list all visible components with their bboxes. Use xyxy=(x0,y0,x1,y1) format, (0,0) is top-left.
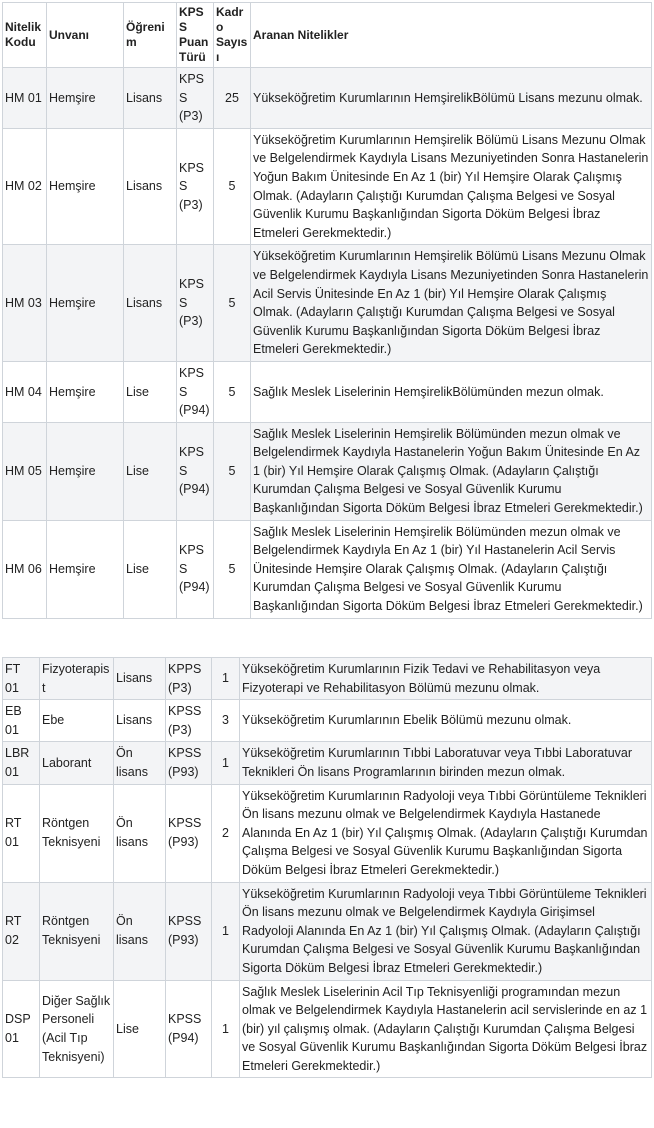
table-row xyxy=(3,520,652,618)
table-row xyxy=(3,68,652,129)
header-kpss-score-type: KPSS Puan Türü xyxy=(177,3,214,68)
kpss-score-type-cell: KPSS (P3) xyxy=(166,700,212,742)
kpss-score-type-cell: KPPS (P3) xyxy=(166,658,212,700)
requirements-cell: Yükseköğretim Kurumlarının Fizik Tedavi ve Rehabilitasyon veya Fizyoterapi ve Rehabilitasyon Bölümü mezunu olmak. xyxy=(240,658,652,700)
position-count-cell: 5 xyxy=(214,422,251,520)
table-header xyxy=(3,3,652,68)
kpss-score-type-cell: KPSS (P94) xyxy=(177,520,214,618)
title-cell: Hemşire xyxy=(47,520,124,618)
table-row xyxy=(3,245,652,362)
position-count-cell: 1 xyxy=(212,980,240,1078)
requirements-cell: Yükseköğretim Kurumlarının Hemşirelik Bölümü Lisans Mezunu Olmak ve Belgelendirmek Kaydıyla Lisans Mezuniyetinden Sonra Hastanelerin Acil Servis Ünitesinde En Az 1 (bir) Yıl Hemşire Olarak Çalışmış Olmak. (Adayların Çalıştığı Kurumdan Çalışma Belgesi ve Sosyal Güvenlik Kurumu Başkanlığından Sigorta Döküm Belgesi İbraz Etmeleri Gerekmektedir.) xyxy=(251,245,652,362)
requirements-cell: Yükseköğretim Kurumlarının HemşirelikBölümü Lisans mezunu olmak. xyxy=(251,68,652,129)
requirements-cell: Yükseköğretim Kurumlarının Radyoloji veya Tıbbi Görüntüleme Teknikleri Ön lisans mezunu olmak ve Belgelendirmek Kaydıyla Girişimsel Radyoloji Alanında En Az 1 (bir) Yıl Çalışmış Olmak. (Adayların Çalıştığı Kurumdan Çalışma Belgesi ve Sosyal Güvenlik Kurumu Başkanlığından Sigorta Döküm Belgesi İbraz Etmeleri Gerekmektedir.) xyxy=(240,882,652,980)
position-table-1 xyxy=(2,2,652,619)
education-cell: Lise xyxy=(124,520,177,618)
qualification-code-cell: RT 01 xyxy=(3,784,40,882)
position-table-2 xyxy=(2,657,652,1128)
kpss-score-type-cell: KPSS (P94) xyxy=(177,361,214,422)
education-cell: Lise xyxy=(114,980,166,1078)
position-count-cell: 5 xyxy=(214,361,251,422)
position-count-cell: 1 xyxy=(212,658,240,700)
table-row xyxy=(3,742,652,784)
position-count-cell: 3 xyxy=(212,700,240,742)
education-cell: Lisans xyxy=(124,68,177,129)
qualification-code-cell: HM 04 xyxy=(3,361,47,422)
education-cell: Lise xyxy=(124,422,177,520)
title-cell: Diğer Sağlık Personeli (Acil Tıp Teknisyeni) xyxy=(40,980,114,1078)
position-count-cell: 2 xyxy=(212,784,240,882)
qualification-code-cell: HM 06 xyxy=(3,520,47,618)
qualification-code-cell: HM 05 xyxy=(3,422,47,520)
header-education: Öğrenim xyxy=(124,3,177,68)
table-row xyxy=(3,784,652,882)
qualification-code-cell: FT 01 xyxy=(3,658,40,700)
education-cell: Ön lisans xyxy=(114,742,166,784)
qualification-code-cell: EB 01 xyxy=(3,700,40,742)
kpss-score-type-cell: KPSS (P3) xyxy=(177,128,214,245)
requirements-cell: Yükseköğretim Kurumlarının Hemşirelik Bölümü Lisans Mezunu Olmak ve Belgelendirmek Kaydıyla Lisans Mezuniyetinden Sonra Hastanelerin Yoğun Bakım Ünitesinde En Az 1 (bir) Yıl Hemşire Olarak Çalışmış Olmak. (Adayların Çalıştığı Kurumdan Çalışma Belgesi ve Sosyal Güvenlik Kurumu Başkanlığından Sigorta Döküm Belgesi İbraz Etmeleri Gerekmektedir.) xyxy=(251,128,652,245)
position-count-cell: 1 xyxy=(212,742,240,784)
header-position-count: Kadro Sayısı xyxy=(214,3,251,68)
requirements-cell: Sağlık Meslek Liselerinin Hemşirelik Bölümünden mezun olmak ve Belgelendirmek Kaydıyla En Az 1 (bir) Yıl Hastanelerin Acil Servis Ünitesinde Hemşire Olarak Çalışmış Olmak. (Adayların Çalıştığı Kurumdan Çalışma Belgesi ve Sosyal Güvenlik Kurumu Başkanlığından Sigorta Döküm Belgesi İbraz Etmeleri Gerekmektedir.) xyxy=(251,520,652,618)
kpss-score-type-cell: KPSS (P93) xyxy=(166,882,212,980)
title-cell: Hemşire xyxy=(47,68,124,129)
kpss-score-type-cell: KPSS (P93) xyxy=(166,784,212,882)
title-cell: Hemşire xyxy=(47,361,124,422)
title-cell: Hemşire xyxy=(47,422,124,520)
title-cell: Hemşire xyxy=(47,128,124,245)
table-row xyxy=(3,422,652,520)
kpss-score-type-cell: KPSS (P93) xyxy=(166,742,212,784)
position-count-cell: 5 xyxy=(214,520,251,618)
requirements-cell: Sağlık Meslek Liselerinin Acil Tıp Teknisyenliği programından mezun olmak ve Belgelendirmek Kaydıyla Hastanelerin acil servislerinde en az 1 (bir) yıl çalışmış olmak. (Adayların Çalıştığı Kurumdan Çalışma Belgesi ve Sosyal Güvenlik Kurumu Başkanlığından Sigorta Döküm Belgesi İbraz Etmeleri Gerekmektedir.) xyxy=(240,980,652,1078)
table-row xyxy=(3,882,652,980)
position-count-cell: 5 xyxy=(214,245,251,362)
position-count-cell: 1 xyxy=(212,882,240,980)
title-cell: Röntgen Teknisyeni xyxy=(40,784,114,882)
kpss-score-type-cell: KPSS (P94) xyxy=(166,980,212,1078)
table-row xyxy=(3,128,652,245)
qualification-code-cell: HM 01 xyxy=(3,68,47,129)
title-cell: Fizyoterapist xyxy=(40,658,114,700)
table-row xyxy=(3,700,652,742)
table-row xyxy=(3,658,652,700)
kpss-score-type-cell: KPSS (P94) xyxy=(177,422,214,520)
qualification-code-cell: HM 02 xyxy=(3,128,47,245)
header-title: Unvanı xyxy=(47,3,124,68)
requirements-cell: Yükseköğretim Kurumlarının Tıbbi Laboratuvar veya Tıbbi Laboratuvar Teknikleri Ön lisans Programlarının birinden mezun olmak. xyxy=(240,742,652,784)
header-qualification-code: Nitelik Kodu xyxy=(3,3,47,68)
section-gap xyxy=(0,626,654,657)
education-cell: Lisans xyxy=(114,658,166,700)
qualification-code-cell: RT 02 xyxy=(3,882,40,980)
education-cell: Lisans xyxy=(114,700,166,742)
kpss-score-type-cell: KPSS (P3) xyxy=(177,245,214,362)
title-cell: Hemşire xyxy=(47,245,124,362)
table-row xyxy=(3,980,652,1078)
requirements-cell: Yükseköğretim Kurumlarının Radyoloji veya Tıbbi Görüntüleme Teknikleri Ön lisans mezunu olmak ve Belgelendirmek Kaydıyla Hastanede Alanında En Az 1 (bir) Yıl Çalışmış Olmak. (Adayların Çalıştığı Kurumdan Çalışma Belgesi ve Sosyal Güvenlik Kurumu Başkanlığından Sigorta Döküm Belgesi İbraz Etmeleri Gerekmektedir.) xyxy=(240,784,652,882)
title-cell: Röntgen Teknisyeni xyxy=(40,882,114,980)
qualification-code-cell: DSP 01 xyxy=(3,980,40,1078)
requirements-cell: Sağlık Meslek Liselerinin HemşirelikBölümünden mezun olmak. xyxy=(251,361,652,422)
position-count-cell: 5 xyxy=(214,128,251,245)
qualification-code-cell: HM 03 xyxy=(3,245,47,362)
education-cell: Lisans xyxy=(124,128,177,245)
title-cell: Ebe xyxy=(40,700,114,742)
position-count-cell: 25 xyxy=(214,68,251,129)
education-cell: Lise xyxy=(124,361,177,422)
education-cell: Lisans xyxy=(124,245,177,362)
education-cell: Ön lisans xyxy=(114,882,166,980)
qualification-code-cell: LBR 01 xyxy=(3,742,40,784)
education-cell: Ön lisans xyxy=(114,784,166,882)
title-cell: Laborant xyxy=(40,742,114,784)
requirements-cell: Yükseköğretim Kurumlarının Ebelik Bölümü mezunu olmak. xyxy=(240,700,652,742)
table-row xyxy=(3,361,652,422)
requirements-cell: Sağlık Meslek Liselerinin Hemşirelik Bölümünden mezun olmak ve Belgelendirmek Kaydıyla Hastanelerin Yoğun Bakım Ünitesinde En Az 1 (bir) Yıl Hemşire Olarak Çalışmış Olmak. (Adayların Çalıştığı Kurumdan Çalışma Belgesi ve Sosyal Güvenlik Kurumu Başkanlığından Sigorta Döküm Belgesi İbraz Etmeleri Gerekmektedir.) xyxy=(251,422,652,520)
kpss-score-type-cell: KPSS (P3) xyxy=(177,68,214,129)
header-requirements: Aranan Nitelikler xyxy=(251,3,652,68)
